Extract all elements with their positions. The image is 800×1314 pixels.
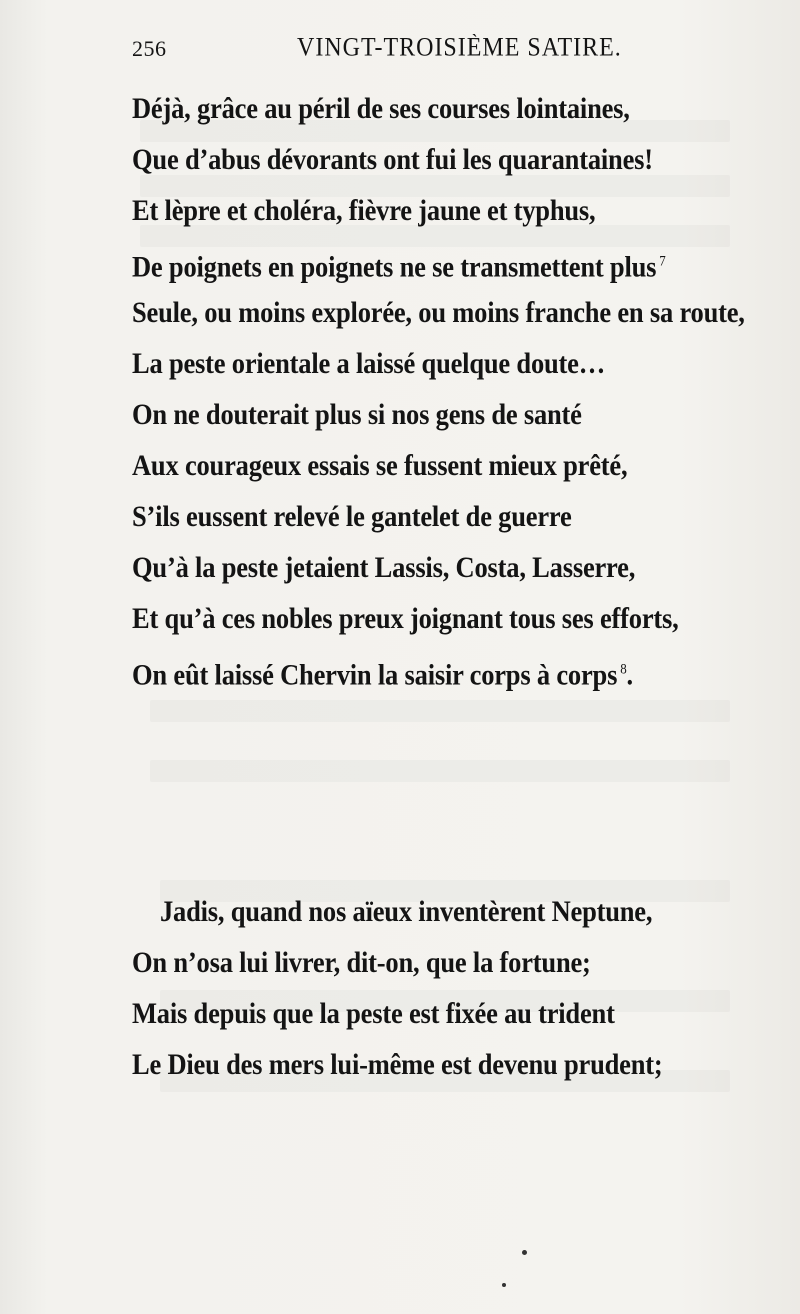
ink-speck — [502, 1283, 506, 1287]
stanza-1 — [132, 90, 745, 702]
verse-line: Et lèpre et choléra, fièvre jaune et typhus, — [132, 193, 596, 227]
verse-line: Qu’à la peste jetaient Lassis, Costa, Lasserre, — [132, 550, 636, 584]
footnote-marker: 7 — [659, 251, 666, 269]
verse-line: Mais depuis que la peste est fixée au trident — [132, 996, 615, 1030]
footnote-marker: 8 — [620, 659, 627, 677]
verse-line: On ne douterait plus si nos gens de santé — [132, 397, 582, 431]
verse-line: Le Dieu des mers lui-même est devenu prudent; — [132, 1047, 663, 1081]
page-number: 256 — [132, 36, 167, 61]
verse-line: Déjà, grâce au péril de ses courses lointaines, — [132, 91, 630, 125]
verse-line: Seule, ou moins explorée, ou moins franche en sa route, — [132, 295, 745, 329]
verse-line: S’ils eussent relevé le gantelet de guerre — [132, 499, 572, 533]
verse-line: De poignets en poignets ne se transmettent plus $^7$ — [132, 249, 666, 284]
verse-line: Aux courageux essais se fussent mieux prêté, — [132, 448, 628, 482]
verse-line: On n’osa lui livrer, dit-on, que la fortune; — [132, 945, 591, 979]
running-title: VINGT-TROISIÈME SATIRE. — [297, 34, 622, 63]
verse-line: Jadis, quand nos aïeux inventèrent Neptune, — [160, 894, 653, 928]
verse-line: La peste orientale a laissé quelque doute… — [132, 346, 606, 380]
page-header — [132, 30, 692, 66]
verse-line: Et qu’à ces nobles preux joignant tous ses efforts, — [132, 601, 679, 635]
stanza-2 — [132, 893, 732, 1097]
verse-line: On eût laissé Chervin la saisir corps à corps $^8$. — [132, 657, 633, 692]
ink-speck — [522, 1250, 527, 1255]
verse-line: Que d’abus dévorants ont fui les quarantaines! — [132, 142, 653, 176]
